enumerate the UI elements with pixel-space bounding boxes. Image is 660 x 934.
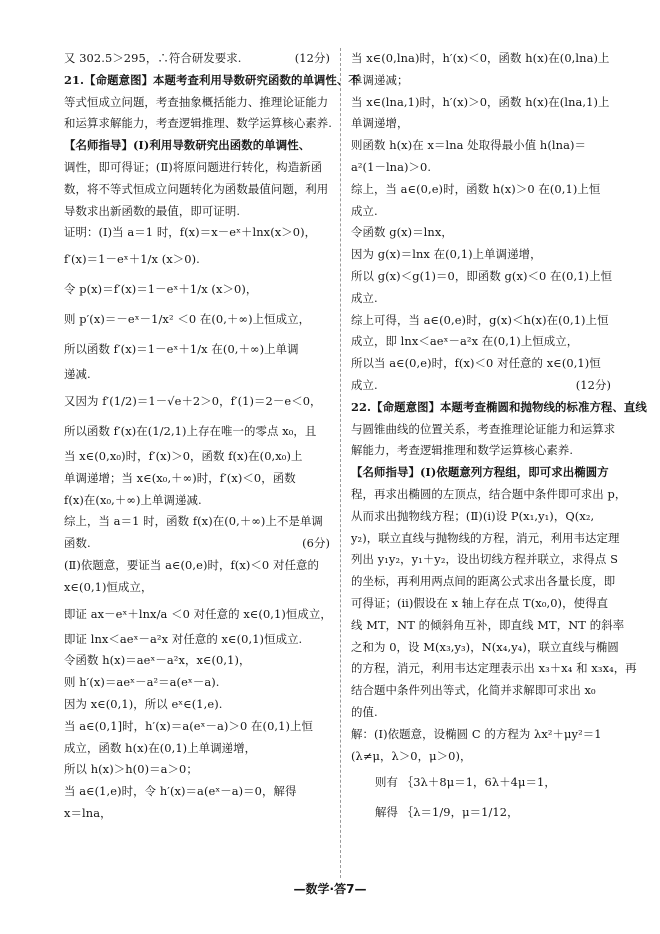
text-line [64, 738, 330, 760]
text-line [351, 440, 611, 462]
text-line [351, 549, 618, 571]
text-line [351, 179, 611, 201]
line-text: 综上，当 a∈(0,e)时，函数 h(x)＞0 在(0,1)上恒 [351, 181, 601, 196]
text-line [64, 629, 330, 651]
line-text: 【名师指导】(Ⅰ)依题意列方程组，即可求出椭圆方 [351, 465, 609, 480]
text-line [64, 759, 330, 781]
text-line [64, 274, 330, 304]
score-label: (12分) [294, 51, 330, 65]
line-text: 解得 ｛λ＝1/9，μ＝1/12， [375, 805, 519, 820]
line-text: 的方程，消元，利用韦达定理表示出 x₃＋x₄ 和 x₃x₄，再 [351, 661, 637, 676]
text-line [351, 746, 611, 768]
line-text: 可得证；(ⅱ)假设在 x 轴上存在点 T(x₀,0)，使得直 [351, 595, 609, 610]
text-line [64, 650, 330, 672]
text-line [64, 694, 330, 716]
text-line [64, 599, 330, 629]
line-text: f(x)在(x₀,＋∞)上单调递减. [64, 492, 202, 507]
text-line [351, 288, 611, 310]
score-label: (6分) [302, 536, 330, 551]
line-text: (Ⅱ)依题意，要证当 a∈(0,e)时，f(x)＜0 对任意的 [64, 557, 319, 572]
line-text: 综上可得，当 a∈(0,e)时，g(x)＜h(x)在(0,1)上恒 [351, 312, 609, 327]
text-line [64, 70, 360, 92]
line-text: 【名师指导】(Ⅰ)利用导数研究出函数的单调性、 [64, 138, 311, 153]
line-text: 解：(Ⅰ)依题意，设椭圆 C 的方程为 λx²＋μy²＝1 [351, 726, 602, 741]
text-line [351, 637, 619, 659]
text-line [64, 511, 330, 533]
text-line [351, 157, 611, 179]
line-text: 22.【命题意图】本题考查椭圆和抛物线的标准方程、直线 [351, 399, 647, 414]
line-text: 解能力，考查逻辑推理和数学运算核心素养. [351, 443, 574, 458]
text-line [64, 244, 330, 274]
line-text: 和运算求解能力，考查逻辑推理、数学运算核心素养. [64, 116, 333, 131]
line-text: 的值. [351, 704, 378, 719]
line-text: 单调递减； [351, 72, 409, 87]
text-line [64, 334, 330, 364]
text-line [64, 555, 330, 577]
line-text: x＝lna， [64, 805, 112, 820]
line-text: 单调递增；当 x∈(x₀,＋∞)时，f′(x)＜0，函数 [64, 470, 296, 485]
text-line [64, 490, 330, 512]
line-text: a²(1－lna)＞0. [351, 159, 432, 174]
line-text: 则 p′(x)＝－eˣ－1/x² ＜0 在(0,＋∞)上恒成立， [64, 312, 311, 327]
line-text: 从而求出抛物线方程；(Ⅱ)(ⅰ)设 P(x₁,y₁)，Q(x₂, [351, 508, 595, 523]
line-text: 所以函数 f′(x)＝1－eˣ＋1/x 在(0,＋∞)上单调 [64, 342, 299, 357]
score-label: (12分) [575, 377, 611, 392]
line-text: 成立. [351, 290, 378, 305]
line-text: 所以 g(x)＜g(1)＝0，即函数 g(x)＜0 在(0,1)上恒 [351, 268, 613, 283]
text-line [351, 680, 611, 702]
line-text: 21.【命题意图】本题考查利用导数研究函数的单调性、不 [64, 72, 360, 87]
line-text: 调性，即可得证；(Ⅱ)将原问题进行转化，构造新函 [64, 159, 323, 174]
text-line [351, 331, 611, 353]
line-text: 令函数 h(x)＝aeˣ－a²x，x∈(0,1)， [64, 653, 251, 668]
line-text: 令 p(x)＝f′(x)＝1－eˣ＋1/x (x＞0)， [64, 282, 258, 297]
text-line [351, 375, 611, 397]
text-line [351, 113, 611, 135]
line-text: 当 x∈(0,x₀)时，f′(x)＞0，函数 f(x)在(0,x₀)上 [64, 448, 303, 463]
text-line [64, 781, 330, 803]
text-line [351, 462, 611, 484]
line-text: 当 x∈(0,lna)时，h′(x)＜0，函数 h(x)在(0,lna)上 [351, 51, 610, 65]
line-text: 成立，函数 h(x)在(0,1)上单调递增， [64, 740, 257, 755]
line-text: 成立，即 lnx＜aeˣ－a²x 在(0,1)上恒成立， [351, 334, 579, 349]
line-text: 当 a∈(0,1]时，h′(x)＝a(eˣ－a)＞0 在(0,1)上恒 [64, 718, 314, 733]
text-line [64, 113, 333, 135]
text-line [351, 201, 611, 223]
text-line [64, 92, 330, 114]
line-text: 所以函数 f′(x)在(1/2,1)上存在唯一的零点 x₀，且 [64, 423, 317, 438]
line-text: f′(x)＝1－eˣ＋1/x (x＞0). [64, 252, 200, 267]
text-line [351, 658, 637, 680]
line-text: 列出 y₁y₂，y₁＋y₂，设出切线方程并联立，求得点 S [351, 552, 618, 567]
line-text: 则有 ｛3λ＋8μ＝1，6λ＋4μ＝1， [375, 775, 556, 790]
text-line [351, 222, 611, 244]
line-text: 令函数 g(x)＝lnx， [351, 225, 453, 240]
line-text: 则 h′(x)＝aeˣ－a²＝a(eˣ－a). [64, 675, 220, 690]
text-line [64, 201, 330, 223]
line-text: 因为 g(x)＝lnx 在(0,1)上单调递增， [351, 247, 542, 262]
text-line [351, 593, 611, 615]
line-text: 导数求出新函数的最值，即可证明. [64, 203, 241, 218]
text-line [64, 468, 330, 490]
text-line [64, 135, 330, 157]
text-line [351, 571, 616, 593]
text-line [64, 222, 330, 244]
line-text: 成立. [351, 203, 378, 218]
line-text: 所以 h(x)＞h(0)＝a＞0； [64, 762, 198, 777]
text-line [351, 244, 611, 266]
text-line [351, 266, 611, 288]
line-text: x∈(0,1)恒成立， [64, 579, 153, 594]
text-line [351, 484, 627, 506]
text-line [64, 386, 330, 416]
text-line [351, 310, 611, 332]
line-text: 因为 x∈(0,1)，所以 eˣ∈(1,e). [64, 696, 223, 711]
line-text: 程，再求出椭圆的左顶点，结合题中条件即可求出 p， [351, 486, 627, 501]
line-text: 又因为 f′(1/2)＝1－√e＋2＞0，f′(1)＝2－e＜0， [64, 393, 322, 408]
text-line [64, 716, 330, 738]
text-line [64, 672, 330, 694]
line-text: 当 x∈(lna,1)时，h′(x)＞0，函数 h(x)在(lna,1)上 [351, 94, 610, 109]
line-text: 之和为 0，设 M(x₃,y₃)，N(x₄,y₄)，联立直线与椭圆 [351, 639, 619, 654]
line-text: 的坐标，再利用两点间的距离公式求出各量长度，即 [351, 574, 616, 589]
right-column [351, 48, 647, 827]
line-text: 函数. [64, 536, 91, 551]
text-line [64, 446, 330, 468]
line-text: 结合题中条件列出等式，化简并求解即可求出 x₀ [351, 683, 596, 698]
line-text: 所以当 a∈(0,e)时，f(x)＜0 对任意的 x∈(0,1)恒 [351, 356, 601, 371]
text-line [64, 48, 330, 70]
line-text: 单调递增， [351, 116, 409, 131]
text-line [351, 767, 611, 797]
text-line [351, 48, 611, 70]
text-line [351, 506, 611, 528]
text-line [351, 353, 611, 375]
text-line [64, 364, 330, 386]
line-text: 当 a∈(1,e)时，令 h′(x)＝a(eˣ－a)＝0，解得 [64, 784, 297, 799]
text-line [351, 702, 611, 724]
text-line [64, 179, 330, 201]
line-text: 线 MT，NT 的倾斜角互补，即直线 MT，NT 的斜率 [351, 617, 625, 632]
line-text: 等式恒成立问题，考查抽象概括能力、推理论证能力 [64, 94, 329, 109]
line-text: 与圆锥曲线的位置关系，考查推理论证能力和运算求 [351, 421, 616, 436]
text-line [64, 803, 330, 825]
text-line [351, 397, 647, 419]
text-line [64, 157, 330, 179]
line-text: 证明：(Ⅰ)当 a＝1 时，f(x)＝x－eˣ＋lnx(x＞0)， [64, 225, 317, 240]
text-line [351, 797, 611, 827]
text-line [351, 615, 625, 637]
text-line [64, 416, 330, 446]
column-divider [340, 48, 341, 878]
text-line [351, 528, 620, 550]
line-text: 即证 ax－eˣ＋lnx/a ＜0 对任意的 x∈(0,1)恒成立， [64, 606, 332, 621]
line-text: 数，将不等式恒成立问题转化为函数最值问题，利用 [64, 181, 329, 196]
text-line [351, 92, 611, 114]
line-text: 递减. [64, 367, 91, 382]
text-line [351, 724, 611, 746]
text-line [64, 304, 330, 334]
line-text: 则函数 h(x)在 x＝lna 处取得最小值 h(lna)＝ [351, 138, 587, 153]
page-footer: —数学·答7— [293, 882, 367, 896]
line-text: 即证 lnx＜aeˣ－a²x 对任意的 x∈(0,1)恒成立. [64, 631, 303, 646]
text-line [64, 577, 330, 599]
text-line [351, 419, 616, 441]
line-text: 综上，当 a＝1 时，函数 f(x)在(0,＋∞)上不是单调 [64, 514, 323, 529]
line-text: 又 302.5＞295，∴符合研发要求. [64, 51, 242, 65]
text-line [351, 135, 611, 157]
text-line [64, 533, 330, 555]
line-text: 成立. [351, 377, 378, 392]
line-text: y₂)，联立直线与抛物线的方程，消元，利用韦达定理 [351, 530, 620, 545]
left-column [64, 48, 360, 825]
line-text: (λ≠μ，λ＞0，μ＞0)， [351, 748, 472, 763]
text-line [351, 70, 611, 92]
